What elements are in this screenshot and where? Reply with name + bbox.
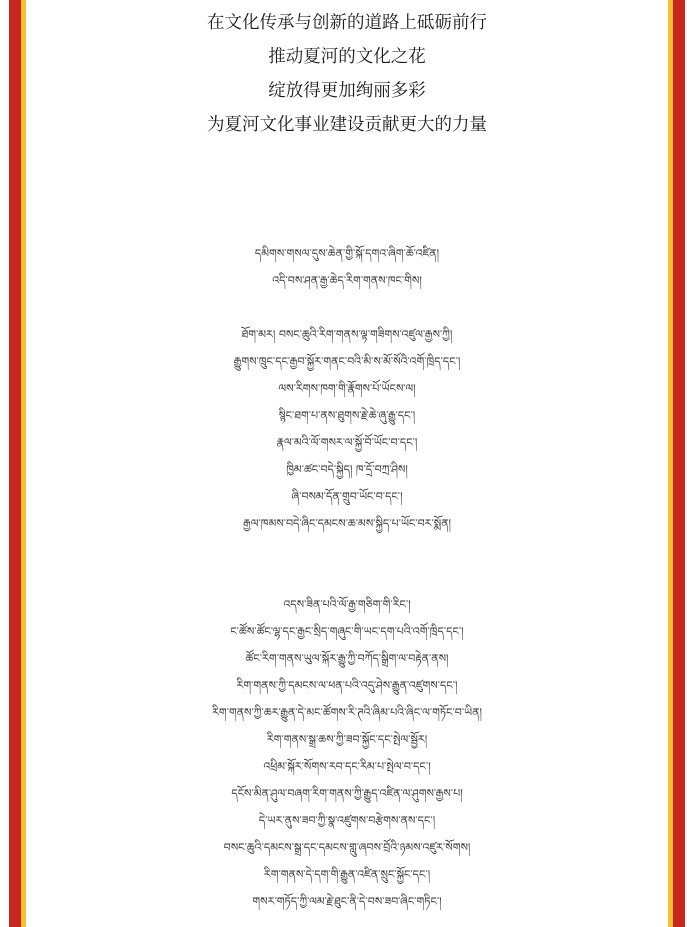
tibetan-line: གསར་གཏོད་ཀྱི་ལམ་རྗེ་ཐུང་ནི་དེ་བས་ཟབ་ཞིང་གཏིང་། <box>252 895 442 908</box>
tibetan-paragraph-1 <box>32 240 662 294</box>
tibetan-line: དེ་ཡར་ནུས་ཟབ་ཀྱི་སྣ་འཛུགས་བརྩེགས་ནས་དང་། <box>258 814 436 827</box>
chinese-line: 为夏河文化事业建设贡献更大的力量 <box>207 115 487 135</box>
left-decorative-border <box>9 0 26 927</box>
article-body <box>32 0 662 915</box>
tibetan-line: ཚོང་རིག་གནས་ཡུལ་སྐོར་རྒྱུ་ཀྱི་བཀོད་སྒྲིག་ལ་བརྟེན་ནས། <box>245 652 449 665</box>
tibetan-line: རྣལ་མའི་ལོ་གསར་ལ་སྐྱོ་བོ་ཡོང་བ་དང་། <box>276 436 418 449</box>
chinese-line: 绽放得更加绚丽多彩 <box>268 81 426 101</box>
tibetan-line: དངོས་མིན་ཤུལ་བཞག་རིག་གནས་ཀྱི་རྒྱུད་འཛིན་ལ་ཤུགས་རྒྱས་པ། <box>231 787 463 800</box>
tibetan-line: ཞི་བསམ་དོན་གྲུབ་ཡོང་བ་དང་། <box>291 490 403 503</box>
tibetan-line: རིག་གནས་ཀྱི་ཆར་རྒྱུན་དེ་མང་ཚོགས་རི་ཊའི་ཞིམ་པའི་ཞིང་ལ་གཏོང་བ་ཡིན། <box>212 706 482 719</box>
tibetan-line: འདས་ཟིན་པའི་ལོ་རྒྱ་གཅིག་གི་རིང་། <box>283 598 411 611</box>
tibetan-line: རིག་གནས་ཀྱི་དམངས་ལ་ཕན་པའི་འདུ་ཤེས་རྒྱུན་འཛུགས་དང་། <box>236 679 458 692</box>
tibetan-line: སྙིང་ཐག་པ་ནས་ཐུགས་རྗེ་ཆེ་ཞུ་རྒྱུ་དང་། <box>278 409 416 422</box>
tibetan-line: རིག་གནས་སྒྲ་ཆས་ཀྱི་ཟབ་སྐྱོང་དང་སྤེལ་སྦྱོར། <box>266 733 428 746</box>
tibetan-line: ང་ཚོས་ཚོང་ལྷ་དང་རྒྱང་སྲིད་གཞུང་གི་ཡང་དག་པའི་འགོ་ཁྲིད་དང་། <box>230 625 464 638</box>
tibetan-line: འཕྲིམ་སྐོར་སོགས་རབ་དང་རིམ་པ་སྤེལ་བ་དང་། <box>263 760 431 773</box>
tibetan-paragraph-2 <box>32 321 662 537</box>
tibetan-line: ལས་རིགས་ཁག་གི་རྣོགས་པོ་ཡོངས་ལ། <box>278 382 416 395</box>
tibetan-line: རིག་གནས་དེ་དག་གི་རྒྱུན་འཛིན་སྲུང་སྐྱོང་དང་། <box>263 868 431 881</box>
tibetan-line: ཐོག་མར། བསང་ཆུའི་རིག་གནས་ལྟ་གཟིགས་འཛུལ་རྒྱས་ཀྱི། <box>241 328 453 341</box>
tibetan-line: རྒྱུགས་ཁྲུང་དང་རྒྱབ་སྐྱོར་གནང་བའི་མི་ས་མོ་སོའི་འགོ་ཁྲིད་དང་། <box>233 355 461 368</box>
tibetan-line: འདི་བས་ཤན་རྒྱ་ཆེད་རིག་གནས་ཁང་གིས། <box>272 274 422 287</box>
tibetan-line: ཁྱིམ་ཚང་བདེ་སྐྱིད། ཁ་དྲོ་བཀྲ་ཤིས། <box>286 463 408 476</box>
chinese-line: 在文化传承与创新的道路上砥砺前行 <box>207 13 487 33</box>
tibetan-line: རྒྱལ་ཁམས་བདེ་ཞིང་དམངས་ཆ་མས་སྐྱིད་པ་ཡོང་བར་སྨོན། <box>242 517 452 530</box>
right-decorative-border <box>668 0 685 927</box>
tibetan-line: དམིགས་གསལ་དུས་ཆེན་གྱི་སྐོ་དགའ་ཞིག་ཆོ་འཛིན། <box>254 247 440 260</box>
tibetan-paragraph-3 <box>32 591 662 915</box>
chinese-verse <box>32 0 662 142</box>
chinese-line: 推动夏河的文化之花 <box>268 47 426 67</box>
tibetan-line: བསང་ཆུའི་དམངས་སྒྲ་དང་དམངས་གླུ་ཞབས་བྲོའི་ཉམས་འཛུར་སོགས། <box>223 841 471 854</box>
